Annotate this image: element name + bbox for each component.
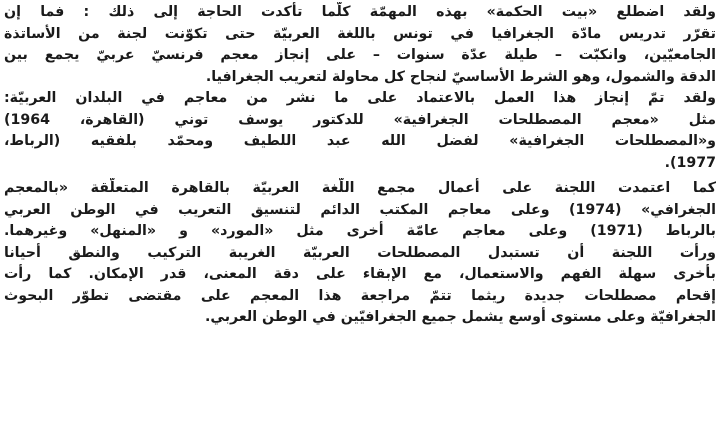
text-line: الدقة والشمول، وهو الشرط الأساسيّ لنجاح كل محاولة لتعريب الجغرافيا.: [205, 68, 716, 85]
document-page: [4, 2, 716, 443]
text-line: تقرّر تدريس مادّة الجغرافيا في تونس باللغة العربيّة حتى تكوّنت لجنة من الأساتذة: [4, 25, 716, 42]
text-line: ورأت اللجنة أن تستبدل المصطلحات العربيّة الغريبة التركيب والنطق أحيانا: [4, 244, 716, 261]
text-line: الجامعيّين، وانكبّت – طيلة عدّة سنوات – على إنجاز معجم فرنسيّ عربيّ يجمع بين: [4, 47, 716, 63]
paragraph-sources: [4, 88, 716, 174]
text-line: مثل «معجم المصطلحات الجغرافية» للدكتور يوسف توني (القاهرة، 1964): [4, 111, 716, 128]
text-line: و«المصطلحات الجغرافية» لفضل الله عبد اللطيف ومحمّد بلفقيه (الرباط،: [4, 133, 716, 149]
text-line: ولقد تمّ إنجاز هذا العمل بالاعتماد على ما نشر من معاجم في البلدان العربيّة:: [4, 90, 716, 106]
text-line: الجغرافي» (1974) وعلى معاجم المكتب الدائم لتنسيق التعريب في الوطن العربي: [4, 201, 716, 218]
text-line: بأخرى سهلة الفهم والاستعمال، مع الإبقاء على دقة المعنى، قدر الإمكان. كما رأت: [4, 266, 716, 282]
paragraph-bayt-al-hikma: [4, 2, 716, 88]
text-line: الجغرافيّة وعلى مستوى أوسع يشمل جميع الجغرافيّين في الوطن العربي.: [204, 309, 716, 325]
text-line: ولقد اضطلع «بيت الحكمة» بهذه المهمّة كلّما تأكدت الحاجة إلى ذلك : فما إن: [4, 4, 716, 20]
text-line: كما اعتمدت اللجنة على أعمال مجمع اللّغة العربيّة بالقاهرة المتعلّقة «بالمعجم: [4, 180, 716, 196]
text-line: 1977).: [664, 154, 716, 171]
text-line: بالرباط (1971) وعلى معاجم عامّة أخرى مثل «المورد» و «المنهل» وغيرهما.: [4, 223, 716, 239]
text-line: إقحام مصطلحات جديدة ريثما تتمّ مراجعة هذا المعجم على مقتضى تطوّر البحوث: [4, 287, 716, 304]
paragraph-committee: [4, 178, 716, 329]
